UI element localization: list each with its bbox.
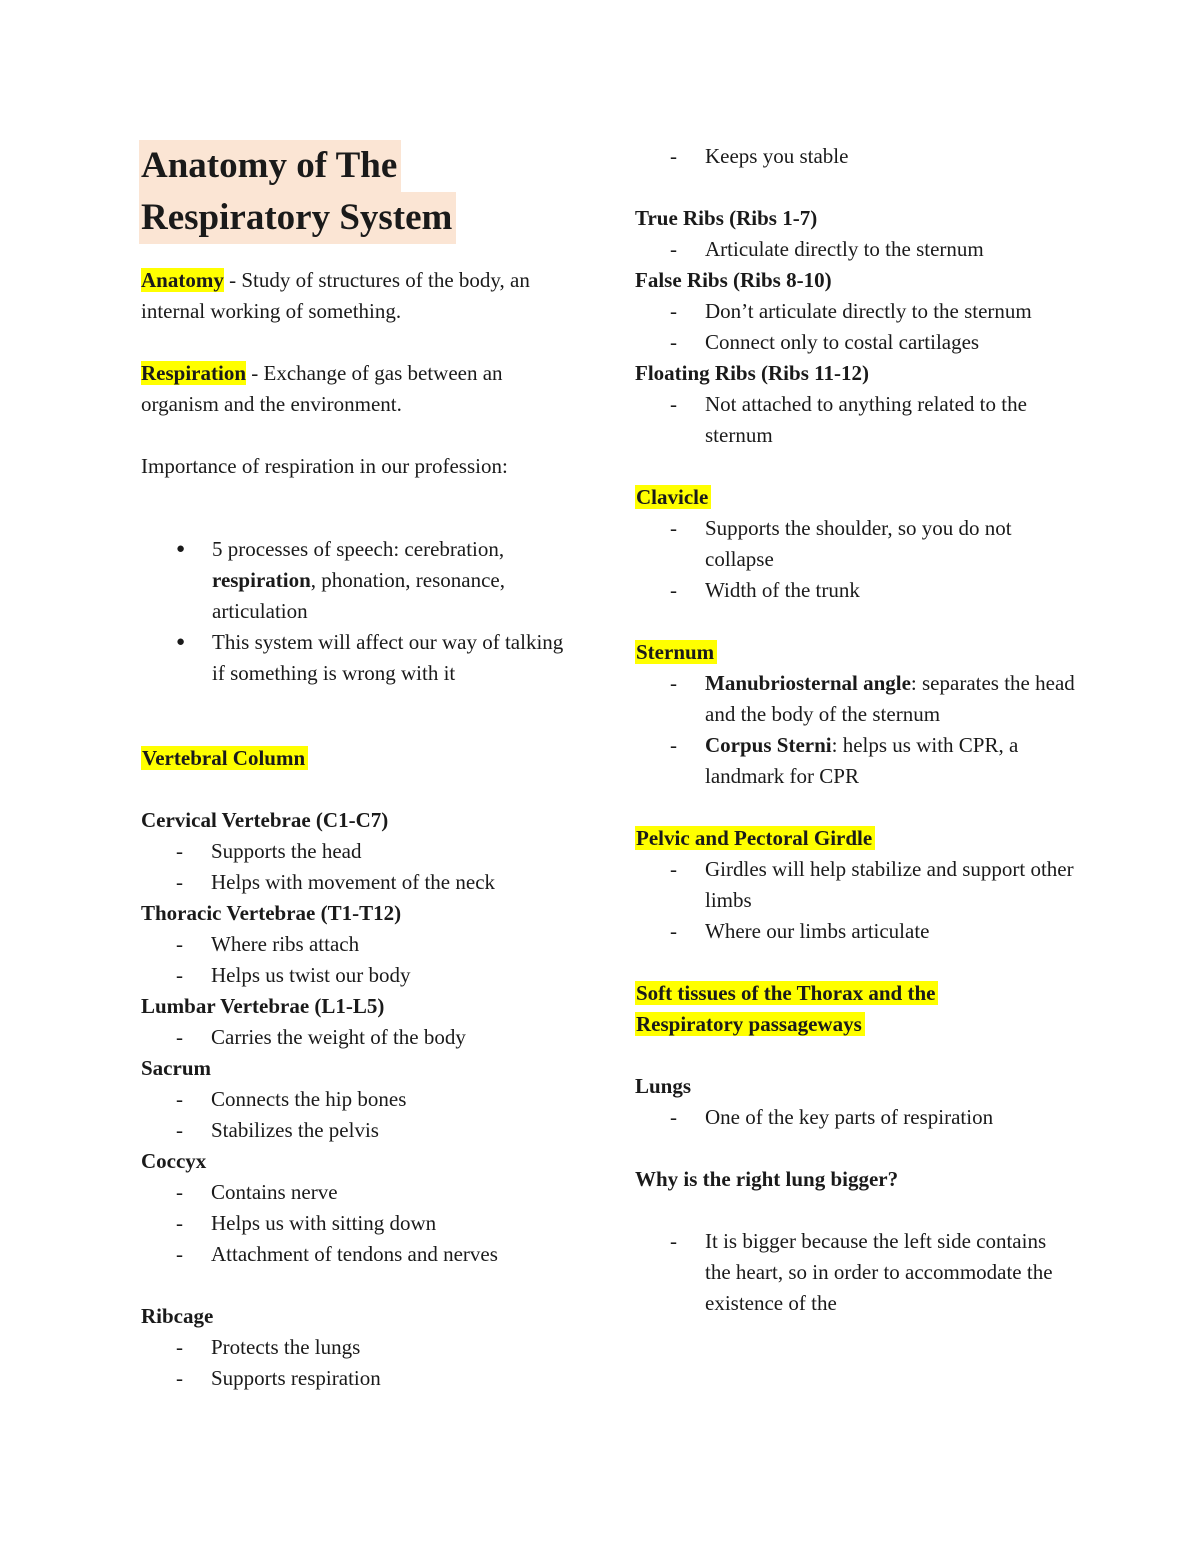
dash-list <box>635 141 1075 172</box>
list-item: - Protects the lungs <box>176 1332 581 1363</box>
dash-list <box>141 1177 581 1270</box>
list-item: - Supports the shoulder, so you do not collapse <box>670 513 1075 575</box>
list-item: - Supports respiration <box>176 1363 581 1394</box>
definition-term: Anatomy <box>141 268 224 292</box>
list-item: - Helps with movement of the neck <box>176 867 581 898</box>
dash-list <box>635 1226 1075 1319</box>
section-heading-clavicle: Clavicle <box>635 485 711 509</box>
group-heading: Coccyx <box>141 1149 207 1173</box>
left-column <box>141 140 581 1394</box>
section-heading-soft-tissues: Soft tissues of the Thorax and the <box>635 981 938 1005</box>
title-line-1: Anatomy of The <box>139 140 401 192</box>
list-item: - Attachment of tendons and nerves <box>176 1239 581 1270</box>
section-heading-vertebral-column: Vertebral Column <box>141 746 308 770</box>
list-item-bold: Manubriosternal angle <box>705 671 911 695</box>
list-item: - Not attached to anything related to the sternum <box>670 389 1075 451</box>
dash-list <box>635 668 1075 792</box>
dash-list <box>635 234 1075 265</box>
definition-text: - Study of structures of the body, an internal working of something. <box>141 268 530 323</box>
dash-list <box>635 389 1075 451</box>
bullet-text: 5 processes of speech: cerebration, <box>212 537 505 561</box>
definition-term: Respiration <box>141 361 246 385</box>
list-item-bold: Corpus Sterni <box>705 733 832 757</box>
title-line-2: Respiratory System <box>139 192 456 244</box>
group-heading: Sacrum <box>141 1056 211 1080</box>
group-heading: True Ribs (Ribs 1-7) <box>635 206 818 230</box>
dash-list <box>141 1332 581 1394</box>
list-item <box>670 668 1075 730</box>
dash-list <box>141 1084 581 1146</box>
dash-list <box>635 513 1075 606</box>
dash-list <box>635 854 1075 947</box>
list-item: - Helps us twist our body <box>176 960 581 991</box>
group-heading: Lumbar Vertebrae (L1-L5) <box>141 994 385 1018</box>
list-item: - Helps us with sitting down <box>176 1208 581 1239</box>
dash-list <box>635 296 1075 358</box>
list-item: - Stabilizes the pelvis <box>176 1115 581 1146</box>
bullet-list <box>141 534 581 689</box>
bullet-item <box>176 534 581 627</box>
list-item-text: : helps us with CPR, a landmark for CPR <box>705 733 1019 788</box>
group-heading: Thoracic Vertebrae (T1-T12) <box>141 901 402 925</box>
bullet-text: , phonation, resonance, articulation <box>212 568 505 623</box>
list-item: - Width of the trunk <box>670 575 1075 606</box>
list-item: - Contains nerve <box>176 1177 581 1208</box>
list-item-text: : separates the head and the body of the sternum <box>705 671 1075 726</box>
list-item: - One of the key parts of respiration <box>670 1102 1075 1133</box>
definition-text: - Exchange of gas between an organism and the environment. <box>141 361 503 416</box>
group-heading: Cervical Vertebrae (C1-C7) <box>141 808 389 832</box>
bullet-item: ● This system will affect our way of talking if something is wrong with it <box>176 627 581 689</box>
group-heading: Lungs <box>635 1074 692 1098</box>
list-item: - Keeps you stable <box>670 141 1075 172</box>
question-heading: Why is the right lung bigger? <box>635 1167 899 1191</box>
list-item: - Articulate directly to the sternum <box>670 234 1075 265</box>
right-column <box>635 141 1075 1319</box>
definition-anatomy <box>141 265 581 327</box>
section-heading-ribcage: Ribcage <box>141 1304 214 1328</box>
list-item: - It is bigger because the left side contains the heart, so in order to accommodate the existence of the <box>670 1226 1075 1319</box>
group-heading: Floating Ribs (Ribs 11-12) <box>635 361 869 385</box>
definition-respiration <box>141 358 581 420</box>
importance-text: Importance of respiration in our profession: <box>141 454 508 478</box>
dash-list <box>635 1102 1075 1133</box>
list-item: - Don’t articulate directly to the sternum <box>670 296 1075 327</box>
list-item: - Where ribs attach <box>176 929 581 960</box>
dash-list <box>141 836 581 898</box>
list-item: - Where our limbs articulate <box>670 916 1075 947</box>
list-item: - Connects the hip bones <box>176 1084 581 1115</box>
list-item: - Carries the weight of the body <box>176 1022 581 1053</box>
dash-list <box>141 1022 581 1053</box>
section-heading-sternum: Sternum <box>635 640 717 664</box>
section-heading-girdle: Pelvic and Pectoral Girdle <box>635 826 875 850</box>
list-item: - Connect only to costal cartilages <box>670 327 1075 358</box>
dash-list <box>141 929 581 991</box>
section-heading-soft-tissues-line2: Respiratory passageways <box>635 1012 865 1036</box>
list-item: - Girdles will help stabilize and support other limbs <box>670 854 1075 916</box>
list-item <box>670 730 1075 792</box>
group-heading: False Ribs (Ribs 8-10) <box>635 268 832 292</box>
list-item: - Supports the head <box>176 836 581 867</box>
bullet-bold-text: respiration <box>212 568 311 592</box>
page-title <box>141 140 581 244</box>
